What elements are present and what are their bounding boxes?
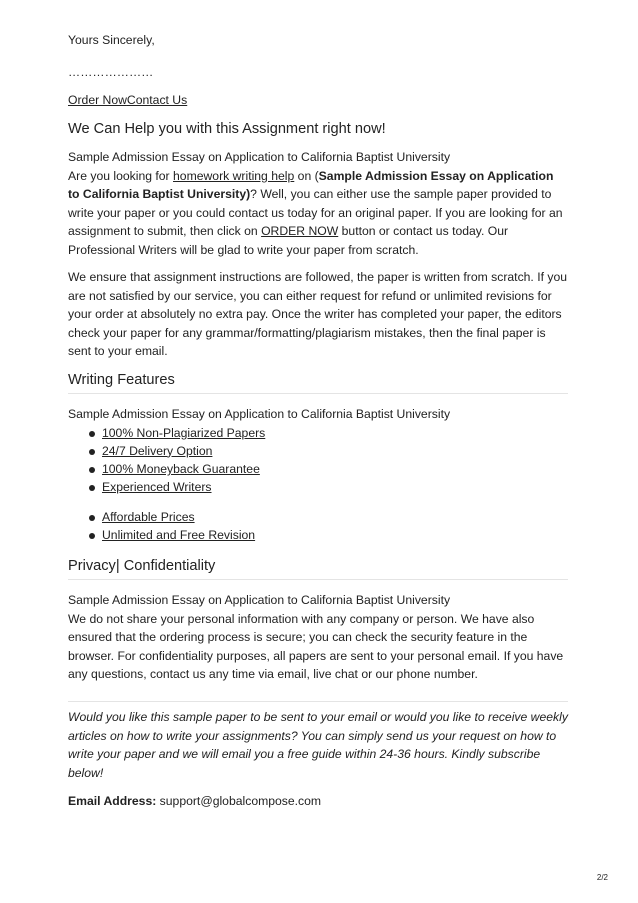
email-value: support@globalcompose.com xyxy=(159,794,322,808)
features-list-2 xyxy=(68,508,568,545)
list-item: Affordable Prices xyxy=(68,508,568,526)
order-now-link[interactable]: Order Now xyxy=(68,93,127,107)
privacy-subtitle: Sample Admission Essay on Application to California Baptist University xyxy=(68,593,451,607)
privacy-heading: Privacy| Confidentiality xyxy=(68,558,216,574)
features-heading: Writing Features xyxy=(68,372,175,388)
homework-writing-help-link[interactable]: homework writing help xyxy=(173,168,295,183)
bullet-icon xyxy=(89,515,95,521)
page-number: 2/2 xyxy=(596,873,608,882)
help-heading: We Can Help you with this Assignment right now! xyxy=(68,121,386,137)
help-subtitle: Sample Admission Essay on Application to California Baptist University xyxy=(68,150,451,164)
contact-us-link[interactable]: Contact Us xyxy=(126,93,188,107)
bullet-icon xyxy=(89,449,95,455)
email-label: Email Address: xyxy=(68,794,157,808)
list-item: 100% Non-Plagiarized Papers xyxy=(68,424,568,442)
features-list-1 xyxy=(68,424,568,497)
help-paragraph-1: Are you looking for homework writing help on (Sample Admission Essay on Application to California Baptist University)? Well, you can either use the sample paper provided to write your paper or you could contact us today for an original paper. If you are looking for an assignment to submit, then click on ORDER NOW button or contact us today. Our Professional Writers will be glad to write your paper from scratch. xyxy=(68,168,563,257)
bullet-icon xyxy=(89,431,95,437)
help-paragraph-2: We ensure that assignment instructions are followed, the paper is written from scratch. If you are not satisfied by our service, you can either request for refund or unlimited revisions for your order at absolutely no extra pay. Once the writer has completed your paper, the editors check your paper for any grammar/formatting/plagiarism mistakes, then the final paper is sent to your email. xyxy=(68,270,568,358)
privacy-section xyxy=(68,591,568,684)
list-item: 100% Moneyback Guarantee xyxy=(68,460,568,478)
features-subtitle: Sample Admission Essay on Application to California Baptist University xyxy=(68,407,451,421)
subscribe-text: Would you like this sample paper to be sent to your email or would you like to receive weekly articles on how to write your assignments? You can simply send us your request on how to write your paper and we will email you a free guide within 24-36 hours. Kindly subscribe below! xyxy=(68,710,568,780)
bullet-icon xyxy=(89,533,95,539)
privacy-body: We do not share your personal information with any company or person. We have also ensured that the ordering process is secure; you can check the security feature in the browser. For confidentiality purposes, all papers are sent to your personal email. If you have any questions, contact us any time via email, live chat or our phone number. xyxy=(68,611,564,681)
subscribe-divider xyxy=(68,701,568,702)
email-line xyxy=(68,792,321,811)
features-divider xyxy=(68,393,568,394)
signature-dots: ………………… xyxy=(68,65,154,79)
list-item: Unlimited and Free Revision xyxy=(68,526,568,544)
bullet-icon xyxy=(89,485,95,491)
privacy-divider xyxy=(68,579,568,580)
features-section xyxy=(68,405,568,544)
order-now-inline-link[interactable]: ORDER NOW xyxy=(261,224,339,238)
top-links xyxy=(68,91,187,110)
bullet-icon xyxy=(89,467,95,473)
closing-text: Yours Sincerely, xyxy=(68,33,155,47)
list-item: 24/7 Delivery Option xyxy=(68,442,568,460)
list-item: Experienced Writers xyxy=(68,478,568,496)
help-section xyxy=(68,148,568,361)
